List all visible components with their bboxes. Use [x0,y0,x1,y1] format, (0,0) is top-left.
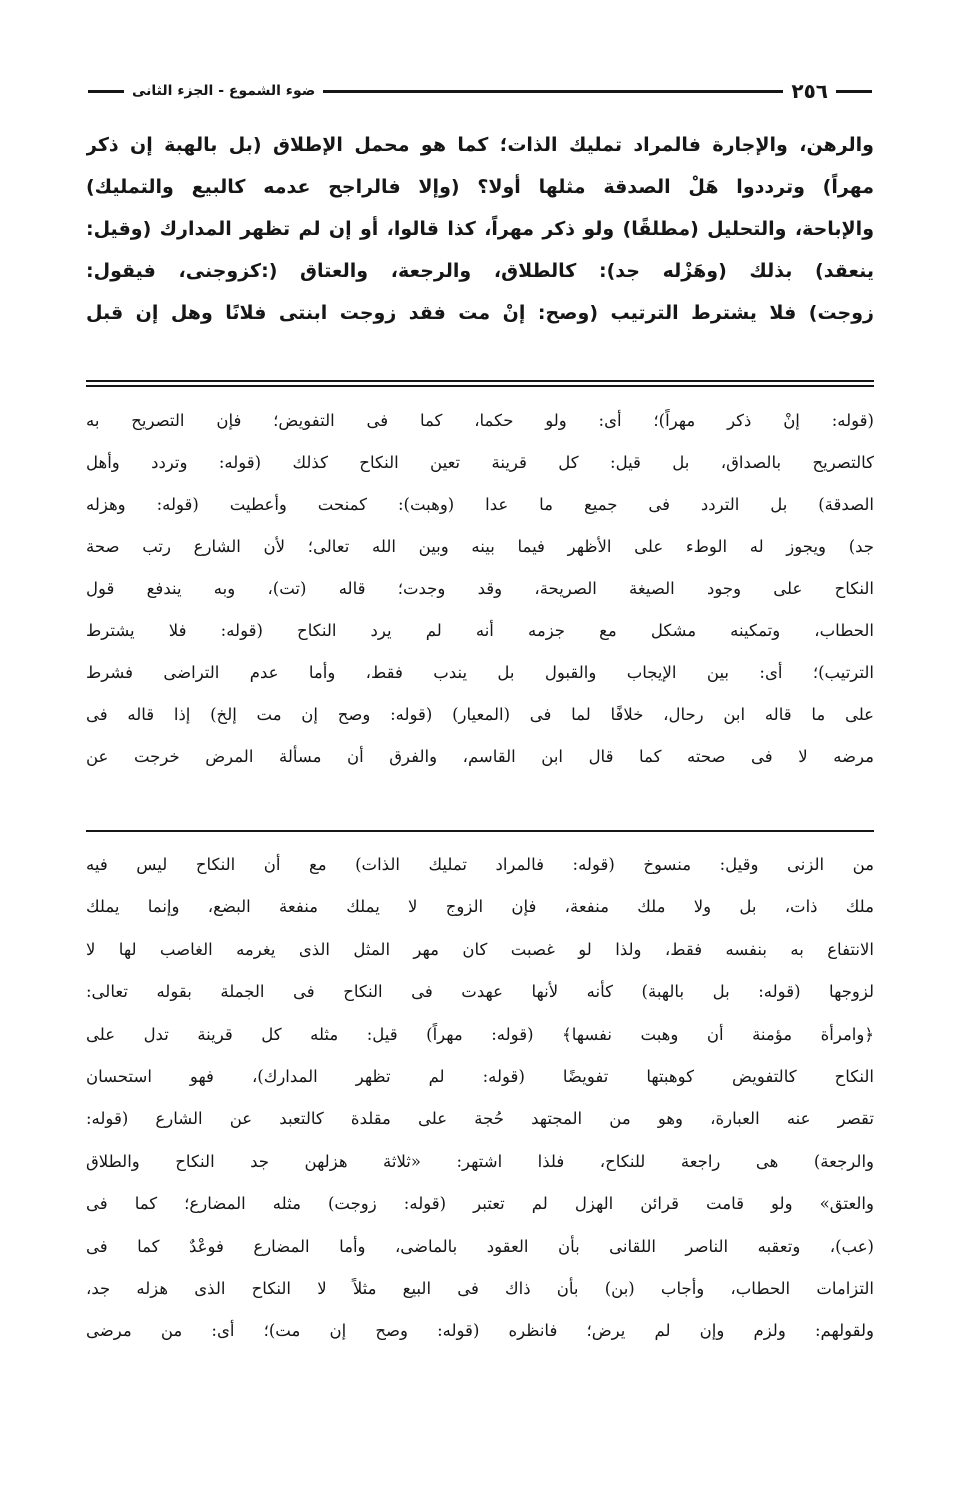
main-line: مهراً) وترددوا هَلْ الصدقة مثلها أولا؟ (وإلا فالراجح عدمه كالبيع والتمليك) [86,176,874,198]
note-line: التزامات الحطاب، وأجاب (بن) بأن ذاك فى البيع مثلاً لا النكاح الذى هزله جد، [86,1278,874,1298]
note-line: لزوجها (قوله: بل بالهبة) كأنه لأنها عهدت فى النكاح فى الجملة بقوله تعالى: [86,982,874,1002]
notes-divider [86,830,874,832]
note-line: (قوله: إنْ ذكر مهراً)؛ أى: ولو حكما، كما فى التفويض؛ فإن التصريح به [86,411,874,430]
note-line: مرضه لا فى صحته كما قال ابن القاسم، والفرق أن مسألة المرض خرجت عن [86,747,874,766]
note-line: والرجعة) هى راجعة للنكاح، فلذا اشتهر: «ثلاثة هزلهن جد النكاح والطلاق [86,1151,874,1171]
main-divider [86,380,874,387]
main-line: زوجت) فلا يشترط الترتيب (وصح: إنْ مت فقد زوجت ابنتى فلانًا وهل إن قبل [86,302,874,324]
note-line: جد) ويجوز له الوطء على الأظهر فيما بينه وبين الله تعالى؛ لأن الشارع رتب صحة [86,537,874,556]
note-line: الصدقة) بل التردد فى جميع ما عدا (وهبت): كمنحت وأعطيت (قوله: وهزله [86,495,874,514]
note-line: ﴿وامرأة مؤمنة أن وهبت نفسها﴾ (قوله: مهراً) قيل: مثله كل قرينة تدل على [86,1024,874,1044]
note-line: كالتصريح بالصداق، بل قيل: كل قرينة تعين النكاح كذلك (قوله: وتردد وأهل [86,453,874,472]
note-line: (عب)، وتعقبه الناصر اللقانى بأن العقود بالماضى، وأما المضارع فوعْدٌ كما فى [86,1236,874,1256]
note-line: النكاح كالتفويض كوهبتها تفويضًا (قوله: لم تظهر المدارك)، فهو استحسان [86,1066,874,1086]
main-line: والرهن، والإجارة فالمراد تمليك الذات؛ كما هو محمل الإطلاق (بل بالهبة إن ذكر [86,134,874,156]
note-line: الحطاب، وتمكينه مشكل مع جزمه أنه لم يرد النكاح (قوله: فلا يشترط [86,621,874,640]
main-line: والإباحة، والتحليل (مطلقًا) ولو ذكر مهراً، كذا قالوا، أو إن لم تظهر المدارك (وقيل: [86,218,874,240]
running-header [88,76,872,108]
note-line: ولقولهم: ولزم وإن لم يرض؛ فانظره (قوله: وصح إن مت)؛ أى: من مرضى [86,1321,874,1341]
commentary-upper [86,400,874,778]
main-text [86,124,874,334]
note-line: النكاح على وجود الصيغة الصريحة، وقد وجدت؛ قاله (تت)، وبه يندفع قول [86,579,874,598]
note-line: الترتيب)؛ أى: بين الإيجاب والقبول بل يندب فقط، وأما عدم التراضى فشرط [86,663,874,682]
note-line: من الزنى وقيل: منسوخ (قوله: فالمراد تمليك الذات) مع أن النكاح ليس فيه [86,855,874,874]
note-line: ملك ذات، بل ولا ملك منفعة، فإن الزوج لا يملك منفعة البضع، وإنما يملك [86,897,874,917]
main-line: ينعقد) بذلك (وهَزْله جد): كالطلاق، والرجعة، والعتاق (:كزوجنى، فيقول: [86,260,874,282]
note-line: الانتفاع به بنفسه فقط، ولذا لو غصبت كان مهر المثل الذى يغرمه الغاصب لها لا [86,939,874,959]
page-number: ٢٥٦ [783,78,836,104]
book-title: ضوء الشموع - الجزء الثانى [124,79,323,103]
commentary-lower [86,844,874,1353]
note-line: على ما قاله ابن رحال، خلافًا لما فى (المعيار) (قوله: وصح إن مت إلخ) إذا قاله فى [86,705,874,724]
note-line: والعتق» ولو قامت قرائن الهزل لم تعتبر (قوله: زوجت) مثله المضارع؛ كما فى [86,1194,874,1214]
note-line: تقصر عنه العبارة، وهو من المجتهد حُجة على مقلدة كالتعبد عن الشارع (قوله: [86,1109,874,1129]
